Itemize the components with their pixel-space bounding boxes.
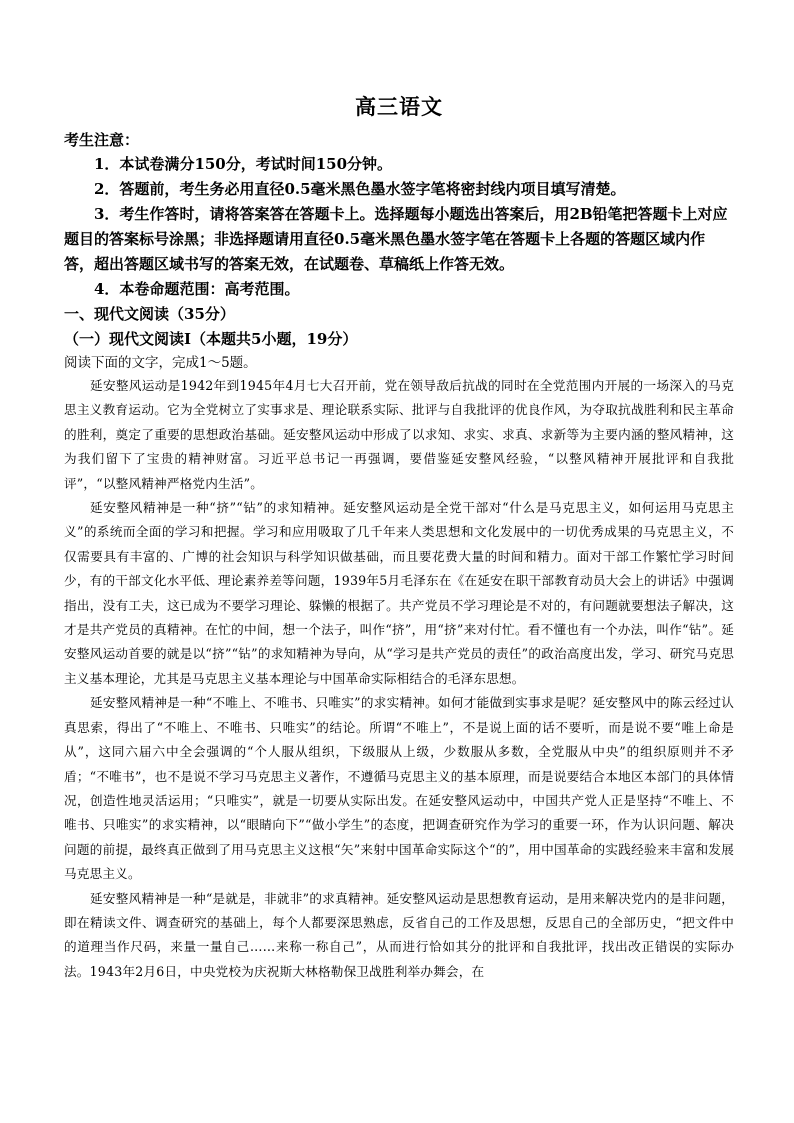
notice-item-3: 3．考生作答时，请将答案答在答题卡上。选择题每小题选出答案后，用2B铅笔把答题卡上对应题目的答案标号涂黑；非选择题请用直径0.5毫米黑色墨水签字笔在答题卡上各题的答题区域内作答，超出答题区域书写的答案无效，在试题卷、草稿纸上作答无效。: [64, 205, 728, 273]
reading-passage: [64, 374, 734, 984]
notice-item-4: 4．本卷命题范围：高考范围。: [94, 280, 300, 298]
passage-paragraph-2: 延安整风精神是一种“挤”“钻”的求知精神。延安整风运动是全党干部对“什么是马克思主义，如何运用马克思主义”的系统而全面的学习和把握。学习和应用吸取了几千年来人类思想和文化发展中的一切优秀成果的马克思主义，不仅需要具有丰富的、广博的社会知识与科学知识做基础，而且要花费大量的时间和精力。面对干部工作繁忙学习时间少，有的干部文化水平低、理论素养差等问题，1939年5月毛泽东在《在延安在职干部教育动员大会上的讲话》中强调指出，没有工夫，这已成为不要学习理论、躲懒的根据了。共产党员不学习理论是不对的，有问题就要想法子解决，这才是共产党员的真精神。在忙的中间，想一个法子，叫作“挤”，用“挤”来对付忙。看不懂也有一个办法，叫作“钻”。延安整风运动首要的就是以“挤”“钻”的求知精神为导向，从“学习是共产党员的责任”的政治高度出发，学习、研究马克思主义基本理论，尤其是马克思主义基本理论与中国革命实际相结合的毛泽东思想。: [64, 500, 734, 686]
notice-item-1: 1．本试卷满分150分，考试时间150分钟。: [94, 155, 393, 173]
passage-paragraph-3: 延安整风精神是一种“不唯上、不唯书、只唯实”的求实精神。如何才能做到实事求是呢？延安整风中的陈云经过认真思索，得出了“不唯上、不唯书、只唯实”的结论。所谓“不唯上”，不是说上面的话不要听，而是说不要“唯上命是从”，这同六届六中全会强调的“个人服从组织，下级服从上级，少数服从多数，全党服从中央”的组织原则并不矛盾；“不唯书”，也不是说不学习马克思主义著作，不遵循马克思主义的基本原理，而是说要结合本地区本部门的具体情况，创造性地灵活运用；“只唯实”，就是一切要从实际出发。在延安整风运动中，中国共产党人正是坚持“不唯上、不唯书、只唯实”的求实精神，以“眼睛向下”“做小学生”的态度，把调查研究作为学习的重要一环，作为认识问题、解决问题的前提，最终真正做到了用马克思主义这根“矢”来射中国革命实际这个“的”，用中国革命的实践经验来丰富和发展马克思主义。: [64, 695, 734, 882]
notice-block: [64, 128, 734, 302]
notice-item-2: 2．答题前，考生务必用直径0.5毫米黑色墨水签字笔将密封线内项目填写清楚。: [94, 180, 626, 198]
reading-instruction: 阅读下面的文字，完成1～5题。: [64, 355, 257, 371]
passage-paragraph-1: 延安整风运动是1942年到1945年4月七大召开前，党在领导敌后抗战的同时在全党范围内开展的一场深入的马克思主义教育运动。它为全党树立了实事求是、理论联系实际、批评与自我批评的优良作风，为夺取抗战胜利和民主革命的胜利，奠定了重要的思想政治基础。延安整风运动中形成了以求知、求实、求真、求新等为主要内涵的整风精神，这为我们留下了宝贵的精神财富。习近平总书记一再强调，要借鉴延安整风经验，“以整风精神开展批评和自我批评”，“以整风精神严格党内生活”。: [64, 378, 734, 491]
section-heading: 一、现代文阅读（35分）: [64, 305, 235, 323]
page-title: 高三语文: [355, 94, 443, 119]
notice-heading: 考生注意：: [64, 131, 140, 149]
passage-paragraph-4: 延安整风精神是一种“是就是，非就非”的求真精神。延安整风运动是思想教育运动，是用来解决党内的是非问题，即在精读文件、调查研究的基础上，每个人都要深思熟虑，反省自己的工作及思想，反思自己的全部历史，“把文件中的道理当作尺码，来量一量自己……来称一称自己”，从而进行恰如其分的批评和自我批评，找出改正错误的实际办法。1943年2月6日，中央党校为庆祝斯大林格勒保卫战胜利举办舞会，在: [64, 890, 734, 979]
subsection-heading: （一）现代文阅读Ⅰ（本题共5小题，19分）: [64, 330, 358, 348]
